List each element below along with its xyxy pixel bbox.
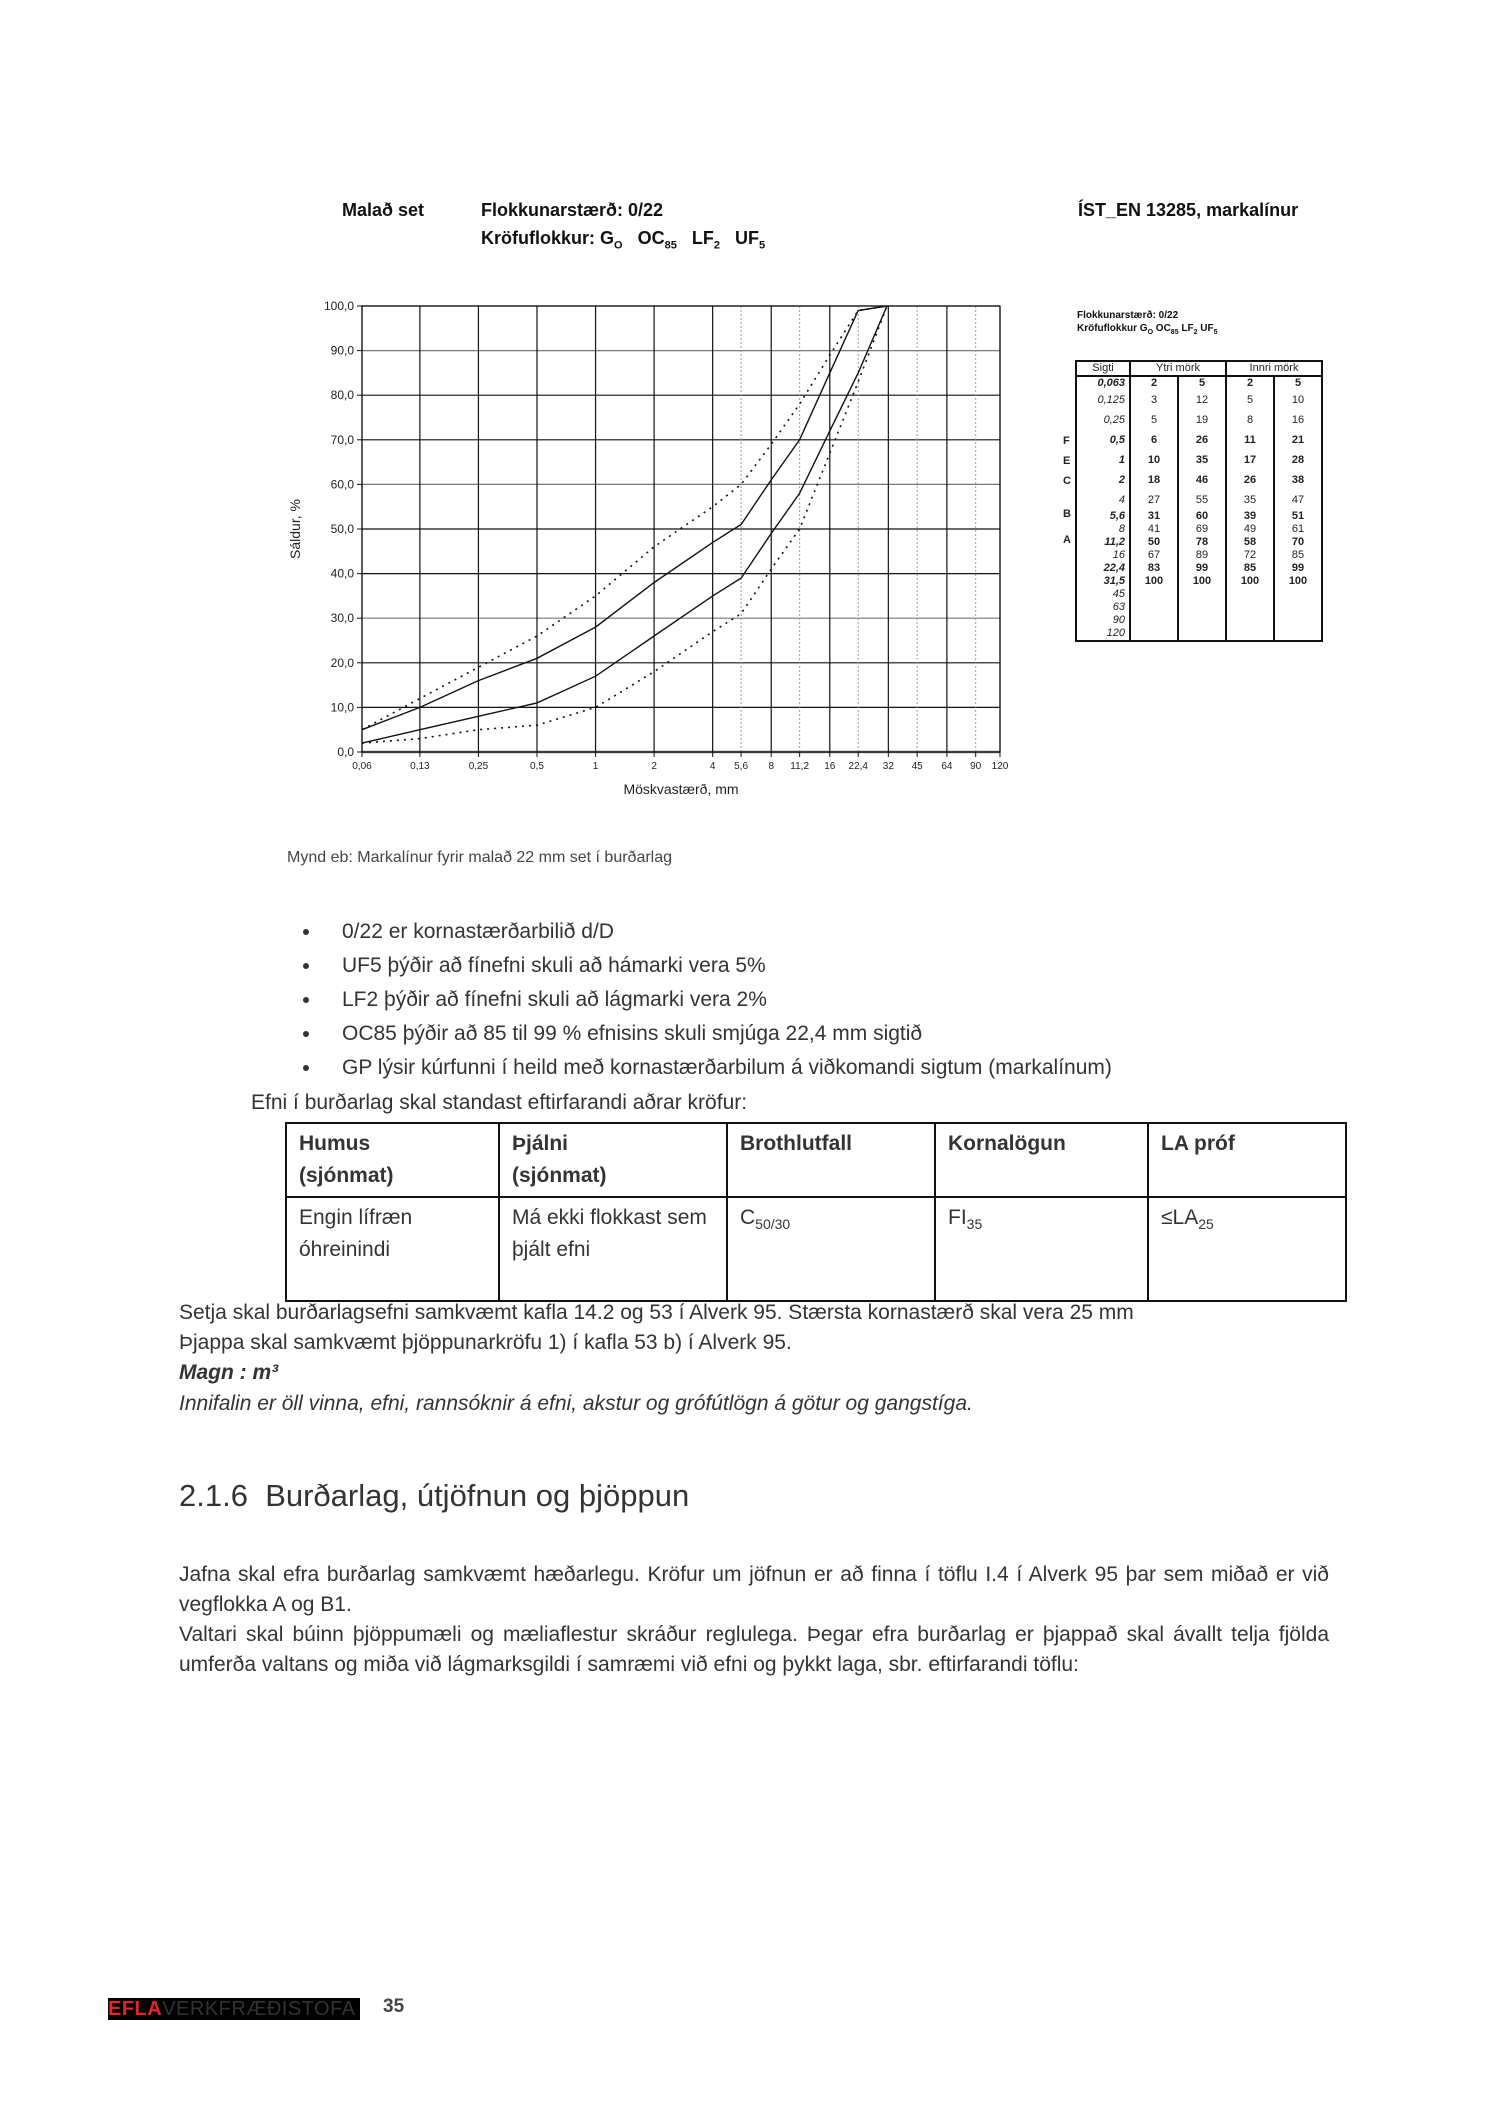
y-tick-label: 20,0	[330, 655, 354, 670]
sieve-row	[1076, 601, 1322, 614]
requirements-header-cell	[286, 1123, 499, 1197]
figure-req-classes	[481, 228, 765, 252]
outer-upper: 5	[1178, 376, 1226, 390]
inner-lower: 72	[1226, 549, 1274, 562]
side-table-title	[1077, 309, 1218, 339]
y-tick-label: 70,0	[330, 432, 354, 447]
sieve-size: 0,25	[1076, 410, 1130, 430]
inner-upper	[1274, 627, 1322, 641]
bullet-item: • OC85 þýðir að 85 til 99 % efnisins skuli smjúga 22,4 mm sigtið	[322, 1017, 1350, 1051]
requirements-header-cell	[499, 1123, 727, 1197]
inner-upper: 10	[1274, 390, 1322, 410]
x-tick-label: 32	[882, 761, 894, 772]
chart-series	[362, 306, 887, 743]
x-axis-title: Möskvastærð, mm	[623, 781, 739, 797]
laying-paragraph: Setja skal burðarlagsefni samkvæmt kafla 14.2 og 53 í Alverk 95. Stærsta kornastærð skal vera 25 mm	[179, 1301, 1134, 1324]
req-classes-prefix: Kröfuflokkur:	[481, 228, 600, 248]
sieve-size: 11,2	[1076, 536, 1130, 549]
side-table-title-line2	[1077, 322, 1218, 339]
y-tick-label: 50,0	[330, 522, 354, 536]
sieve-size: 90	[1076, 614, 1130, 627]
sieve-size: 0,5	[1076, 430, 1130, 450]
sieve-size: 22,4	[1076, 562, 1130, 575]
inner-upper: 38	[1274, 470, 1322, 490]
outer-lower	[1130, 588, 1178, 601]
x-tick-label: 45	[911, 761, 923, 772]
x-tick-label: 0,06	[352, 761, 372, 772]
outer-upper: 78	[1178, 536, 1226, 549]
sieve-row	[1076, 549, 1322, 562]
figure-caption: Mynd eb: Markalínur fyrir malað 22 mm set í burðarlag	[287, 849, 673, 866]
outer-upper	[1178, 627, 1226, 641]
x-tick-label: 0,25	[468, 761, 489, 772]
x-tick-label: 90	[970, 761, 982, 772]
inner-lower: 26	[1226, 470, 1274, 490]
header-line2: (sjónmat)	[299, 1164, 394, 1187]
sieve-size: 31,5	[1076, 575, 1130, 588]
inner-upper: 21	[1274, 430, 1322, 450]
x-tick-label: 2	[651, 761, 657, 772]
series-line	[362, 306, 887, 743]
cell-value: C	[740, 1206, 756, 1229]
x-tick-label: 0,13	[410, 761, 430, 772]
y-tick-label: 90,0	[330, 343, 354, 358]
outer-upper: 60	[1178, 510, 1226, 523]
inner-lower: 5	[1226, 390, 1274, 410]
inner-upper: 61	[1274, 523, 1322, 536]
x-tick-label: 16	[824, 761, 836, 772]
inner-lower: 49	[1226, 523, 1274, 536]
sieve-size: 0,125	[1076, 390, 1130, 410]
inner-lower: 17	[1226, 450, 1274, 470]
header-line1: Humus	[299, 1132, 371, 1155]
x-tick-label: 8	[768, 761, 775, 772]
sieve-size: 8	[1076, 523, 1130, 536]
inner-upper: 47	[1274, 490, 1322, 510]
sieve-table-header	[1076, 361, 1322, 376]
outer-lower: 100	[1130, 575, 1178, 588]
section-paragraph-1: Jafna skal efra burðarlag samkvæmt hæðarlegu. Kröfur um jöfnun er að finna í töflu I.4 í Alverk 95 þar sem miðað er við vegflokka A og B1.	[179, 1563, 1329, 1616]
req-class: $G_O$	[600, 228, 623, 252]
series-line	[362, 306, 887, 730]
req-class: $LF_2$	[691, 228, 720, 252]
header-line1: Þjálni	[512, 1132, 569, 1155]
outer-upper	[1178, 601, 1226, 614]
cell-value: ≤LA	[1161, 1206, 1199, 1229]
page-number: 35	[383, 1996, 405, 2017]
outer-lower	[1130, 614, 1178, 627]
req-class: $LF_2$	[1181, 323, 1198, 336]
req-class: $G_O$	[1139, 323, 1154, 336]
sieve-size: 16	[1076, 549, 1130, 562]
sieve-row	[1076, 614, 1322, 627]
sieve-row	[1076, 536, 1322, 549]
x-tick-label: 1	[592, 761, 599, 772]
sieve-row	[1076, 510, 1322, 523]
x-tick-label: 22,4	[848, 761, 868, 772]
inner-lower: 100	[1226, 575, 1274, 588]
outer-lower: 31	[1130, 510, 1178, 523]
sieve-size: 0,063	[1076, 376, 1130, 390]
outer-lower	[1130, 601, 1178, 614]
included-paragraph: Innifalin er öll vinna, efni, rannsóknir á efni, akstur og grófútlögn á götur og gangstíga.	[179, 1392, 973, 1415]
inner-limits-header: Innri mörk	[1226, 361, 1322, 376]
cell-value: FI	[948, 1206, 967, 1229]
sieve-limits-table	[1075, 360, 1323, 642]
inner-upper: 51	[1274, 510, 1322, 523]
cell-value: Engin lífræn óhreinindi	[299, 1206, 413, 1261]
requirements-row	[286, 1197, 1346, 1301]
y-tick-label: 30,0	[330, 611, 354, 626]
zone-label: E	[1063, 455, 1071, 467]
requirements-header-cell	[1148, 1123, 1346, 1197]
figure-material-label: Malað set	[342, 200, 425, 220]
sieve-size: 45	[1076, 588, 1130, 601]
inner-upper: 70	[1274, 536, 1322, 549]
bullet-item: • 0/22 er kornastærðarbilið d/D	[322, 915, 1350, 949]
sieve-row	[1076, 523, 1322, 536]
requirements-cell	[1148, 1197, 1346, 1301]
compaction-paragraph: Þjappa skal samkvæmt þjöppunarkröfu 1) í kafla 53 b) í Alverk 95.	[179, 1331, 792, 1354]
section-heading	[179, 1478, 689, 1514]
series-line	[362, 306, 887, 730]
inner-upper	[1274, 588, 1322, 601]
x-tick-label: 120	[991, 761, 1009, 772]
y-axis-title: Sáldur, %	[287, 499, 303, 559]
chart-axes	[324, 299, 1009, 772]
outer-upper	[1178, 588, 1226, 601]
outer-upper: 35	[1178, 450, 1226, 470]
inner-lower	[1226, 627, 1274, 641]
inner-upper: 100	[1274, 575, 1322, 588]
side-table-title-line1: Flokkunarstærð: 0/22	[1077, 310, 1179, 321]
requirements-header-cell	[727, 1123, 935, 1197]
header-line1: LA próf	[1161, 1132, 1235, 1155]
sieve-header: Sigti	[1076, 361, 1130, 376]
header-line1: Kornalögun	[948, 1132, 1066, 1155]
outer-lower: 6	[1130, 430, 1178, 450]
outer-upper: 12	[1178, 390, 1226, 410]
outer-lower: 50	[1130, 536, 1178, 549]
sieve-size: 63	[1076, 601, 1130, 614]
sieve-row	[1076, 450, 1322, 470]
outer-upper: 100	[1178, 575, 1226, 588]
inner-lower: 85	[1226, 562, 1274, 575]
sieve-row	[1076, 575, 1322, 588]
header-line1: Brothlutfall	[740, 1132, 852, 1155]
grading-chart	[270, 290, 1030, 810]
requirements-cell	[286, 1197, 499, 1301]
requirements-header-cell	[935, 1123, 1148, 1197]
section-title: Burðarlag, útjöfnun og þjöppun	[265, 1478, 690, 1513]
requirements-cell	[935, 1197, 1148, 1301]
efla-logo	[108, 1998, 360, 2020]
inner-lower: 39	[1226, 510, 1274, 523]
zone-label: B	[1063, 508, 1071, 520]
sieve-size: 5,6	[1076, 510, 1130, 523]
inner-lower: 8	[1226, 410, 1274, 430]
requirements-cell	[499, 1197, 727, 1301]
outer-upper: 26	[1178, 430, 1226, 450]
bullet-list	[270, 915, 1350, 1085]
series-line	[362, 306, 887, 743]
cell-subscript: 35	[966, 1216, 983, 1233]
sieve-row	[1076, 490, 1322, 510]
requirements-cell	[727, 1197, 935, 1301]
side-req-classes	[1140, 323, 1218, 334]
sieve-row	[1076, 390, 1322, 410]
section-paragraph-2: Valtari skal búinn þjöppumæli og mæliaflestur skráður reglulega. Þegar efra burðarlag er þjappað skal ávallt telja fjölda umferða valtans og miða við lágmarksgildi í samræmi við efni og þykkt laga, sbr. eftirfarandi töflu:	[179, 1623, 1329, 1676]
req-class: $OC_{85}$	[1155, 323, 1179, 336]
cell-value: Má ekki flokkast sem þjált efni	[512, 1206, 707, 1261]
inner-lower	[1226, 601, 1274, 614]
outer-lower	[1130, 627, 1178, 641]
inner-lower: 11	[1226, 430, 1274, 450]
bullet-item: • GP lýsir kúrfunni í heild með kornastærðarbilum á viðkomandi sigtum (markalínum)	[322, 1051, 1350, 1085]
section-number: 2.1.6	[179, 1478, 248, 1513]
sieve-row	[1076, 430, 1322, 450]
req-classes-list	[600, 228, 766, 252]
y-tick-label: 100,0	[323, 299, 354, 313]
outer-upper: 55	[1178, 490, 1226, 510]
sieve-row	[1076, 627, 1322, 641]
outer-lower: 18	[1130, 470, 1178, 490]
req-class: $UF_5$	[1200, 323, 1218, 336]
outer-lower: 10	[1130, 450, 1178, 470]
y-tick-label: 10,0	[330, 700, 354, 715]
sieve-size: 120	[1076, 627, 1130, 641]
outer-limits-header: Ytri mörk	[1130, 361, 1226, 376]
zone-label: A	[1063, 534, 1071, 546]
inner-lower: 2	[1226, 376, 1274, 390]
outer-upper	[1178, 614, 1226, 627]
inner-upper	[1274, 601, 1322, 614]
requirements-table	[285, 1122, 1347, 1302]
outer-upper: 46	[1178, 470, 1226, 490]
outer-lower: 2	[1130, 376, 1178, 390]
cell-subscript: 25	[1198, 1216, 1214, 1233]
inner-upper: 5	[1274, 376, 1322, 390]
x-tick-label: 5,6	[734, 761, 749, 772]
x-tick-label: 64	[941, 761, 953, 772]
zone-label: F	[1063, 435, 1070, 447]
outer-upper: 99	[1178, 562, 1226, 575]
cell-subscript: 50/30	[755, 1216, 791, 1233]
outer-lower: 41	[1130, 523, 1178, 536]
sieve-size: 2	[1076, 470, 1130, 490]
inner-lower	[1226, 614, 1274, 627]
sieve-size: 1	[1076, 450, 1130, 470]
bullet-item: • LF2 þýðir að fínefni skuli að lágmarki vera 2%	[322, 983, 1350, 1017]
sieve-size: 4	[1076, 490, 1130, 510]
inner-upper: 28	[1274, 450, 1322, 470]
outer-lower: 27	[1130, 490, 1178, 510]
inner-upper: 16	[1274, 410, 1322, 430]
outer-lower: 3	[1130, 390, 1178, 410]
header-line2: (sjónmat)	[512, 1164, 607, 1187]
req-class: $OC_{85}$	[637, 228, 677, 252]
logo-brand: EFLA	[108, 1998, 163, 2020]
sieve-row	[1076, 410, 1322, 430]
x-tick-label: 11,2	[790, 761, 810, 772]
x-tick-label: 0,5	[530, 761, 544, 772]
y-tick-label: 40,0	[330, 566, 354, 581]
sieve-row	[1076, 562, 1322, 575]
outer-lower: 5	[1130, 410, 1178, 430]
figure-standard-label: ÍST_EN 13285, markalínur	[1078, 200, 1299, 220]
outer-upper: 19	[1178, 410, 1226, 430]
inner-upper: 85	[1274, 549, 1322, 562]
req-class: $UF_5$	[735, 228, 766, 252]
sieve-row	[1076, 588, 1322, 601]
outer-lower: 83	[1130, 562, 1178, 575]
outer-lower: 67	[1130, 549, 1178, 562]
y-tick-label: 0,0	[337, 745, 354, 759]
side-table-title-prefix: Kröfuflokkur	[1077, 323, 1140, 334]
inner-upper	[1274, 614, 1322, 627]
x-tick-label: 4	[709, 761, 716, 772]
sieve-row	[1076, 376, 1322, 390]
inner-lower: 58	[1226, 536, 1274, 549]
y-tick-label: 60,0	[330, 477, 354, 492]
figure-class-size: Flokkunarstærð: 0/22	[481, 200, 664, 220]
bullet-item: • UF5 þýðir að fínefni skuli að hámarki vera 5%	[322, 949, 1350, 983]
y-tick-label: 80,0	[330, 388, 354, 403]
inner-lower	[1226, 588, 1274, 601]
outer-upper: 69	[1178, 523, 1226, 536]
zone-label: C	[1063, 475, 1071, 487]
outer-upper: 89	[1178, 549, 1226, 562]
requirements-header-row	[286, 1123, 1346, 1197]
quantity-unit: Magn : m³	[179, 1361, 279, 1384]
inner-upper: 99	[1274, 562, 1322, 575]
sieve-row	[1076, 470, 1322, 490]
logo-brand-sub: VERKFRÆÐISTOFA	[162, 1998, 356, 2020]
inner-lower: 35	[1226, 490, 1274, 510]
requirements-intro: Efni í burðarlag skal standast eftirfarandi aðrar kröfur:	[251, 1091, 748, 1114]
